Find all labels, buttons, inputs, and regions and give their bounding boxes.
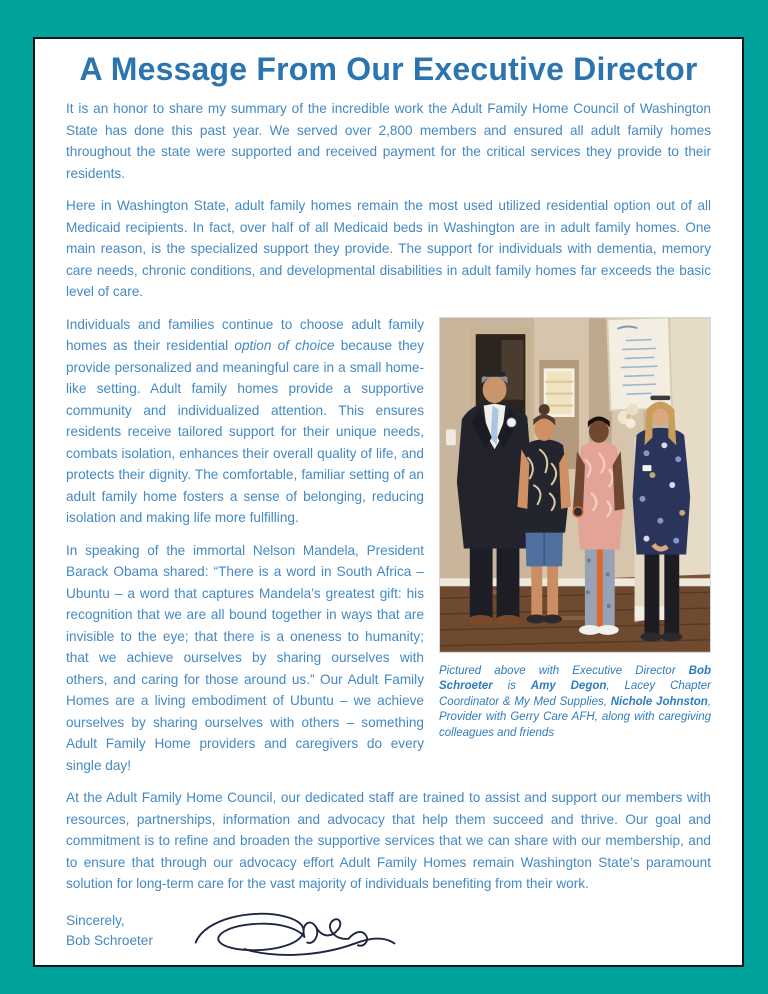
paragraph-2: Here in Washington State, adult family homes remain the most used utilized residential option out of all Medicaid recipients. In fact, over half of all Medicaid beds in Washington are in adult family homes. One main reason, is the specialized support they provide. The support for individuals with dementia, memory care needs, chronic conditions, and developmental disabilities in adult family homes far exceeds the basic level of care. bbox=[66, 198, 711, 299]
group-photo-image bbox=[439, 317, 711, 653]
closing-line: Sincerely, bbox=[66, 912, 125, 928]
signoff-block bbox=[66, 911, 711, 968]
paragraph-4: In speaking of the immortal Nelson Mandela, President Barack Obama shared: “There is a word in South Africa – Ubuntu – a word that captures Mandela’s greatest gift: his recognition that we are all bound together in ways that are invisible to the eye; that there is a oneness to humanity; that we achieve ourselves by sharing ourselves with others, and caring for those around us.” Our Adult Family Homes are a living embodiment of Ubuntu – we achieve ourselves by sharing ourselves with others – something Adult Family Home providers and caregivers do every single day! bbox=[66, 542, 424, 773]
page-title: A Message From Our Executive Director bbox=[79, 51, 698, 87]
message-body bbox=[66, 98, 711, 895]
document-page bbox=[33, 37, 744, 967]
paragraph-3: Individuals and families continue to choose adult family homes as their residential option of choice because they provide personalized and meaningful care in a small home-like setting. Adult family homes provide a supportive community and individualized attention. This ensures residents receive tailored support for their unique needs, combats isolation, enhances their overall quality of life, and protects their dignity. The comfortable, familiar setting of an adult family home fosters a sense of belonging, reducing isolation and making life more fulfilling. bbox=[66, 316, 424, 525]
signature-image bbox=[181, 905, 411, 968]
paragraph-5: At the Adult Family Home Council, our dedicated staff are trained to assist and support our members with resources, partnerships, information and advocacy that help them succeed and thrive. Our goal and commitment is to refine and broaden the supportive services that we can share with our membership, and to ensure that through our advocacy effort Adult Family Homes remain Washington State’s paramount solution for long-term care for the vast majority of individuals benefiting from their work. bbox=[66, 790, 711, 891]
paragraph-1: It is an honor to share my summary of the incredible work the Adult Family Home Council of Washington State has done this past year. We served over 2,800 members and ensured all adult family homes throughout the state were supported and received payment for the critical services they provide to their residents. bbox=[66, 101, 711, 181]
photo-block bbox=[439, 317, 711, 742]
signer-name: Bob Schroeter bbox=[66, 932, 153, 948]
photo-caption: Pictured above with Executive Director Bob Schroeter is Amy Degon, Lacey Chapter Coordinator & My Med Supplies, Nichole Johnston, Provider with Gerry Care AFH, along with caregiving colleagues and friends bbox=[439, 664, 711, 739]
signoff-text bbox=[66, 911, 153, 951]
